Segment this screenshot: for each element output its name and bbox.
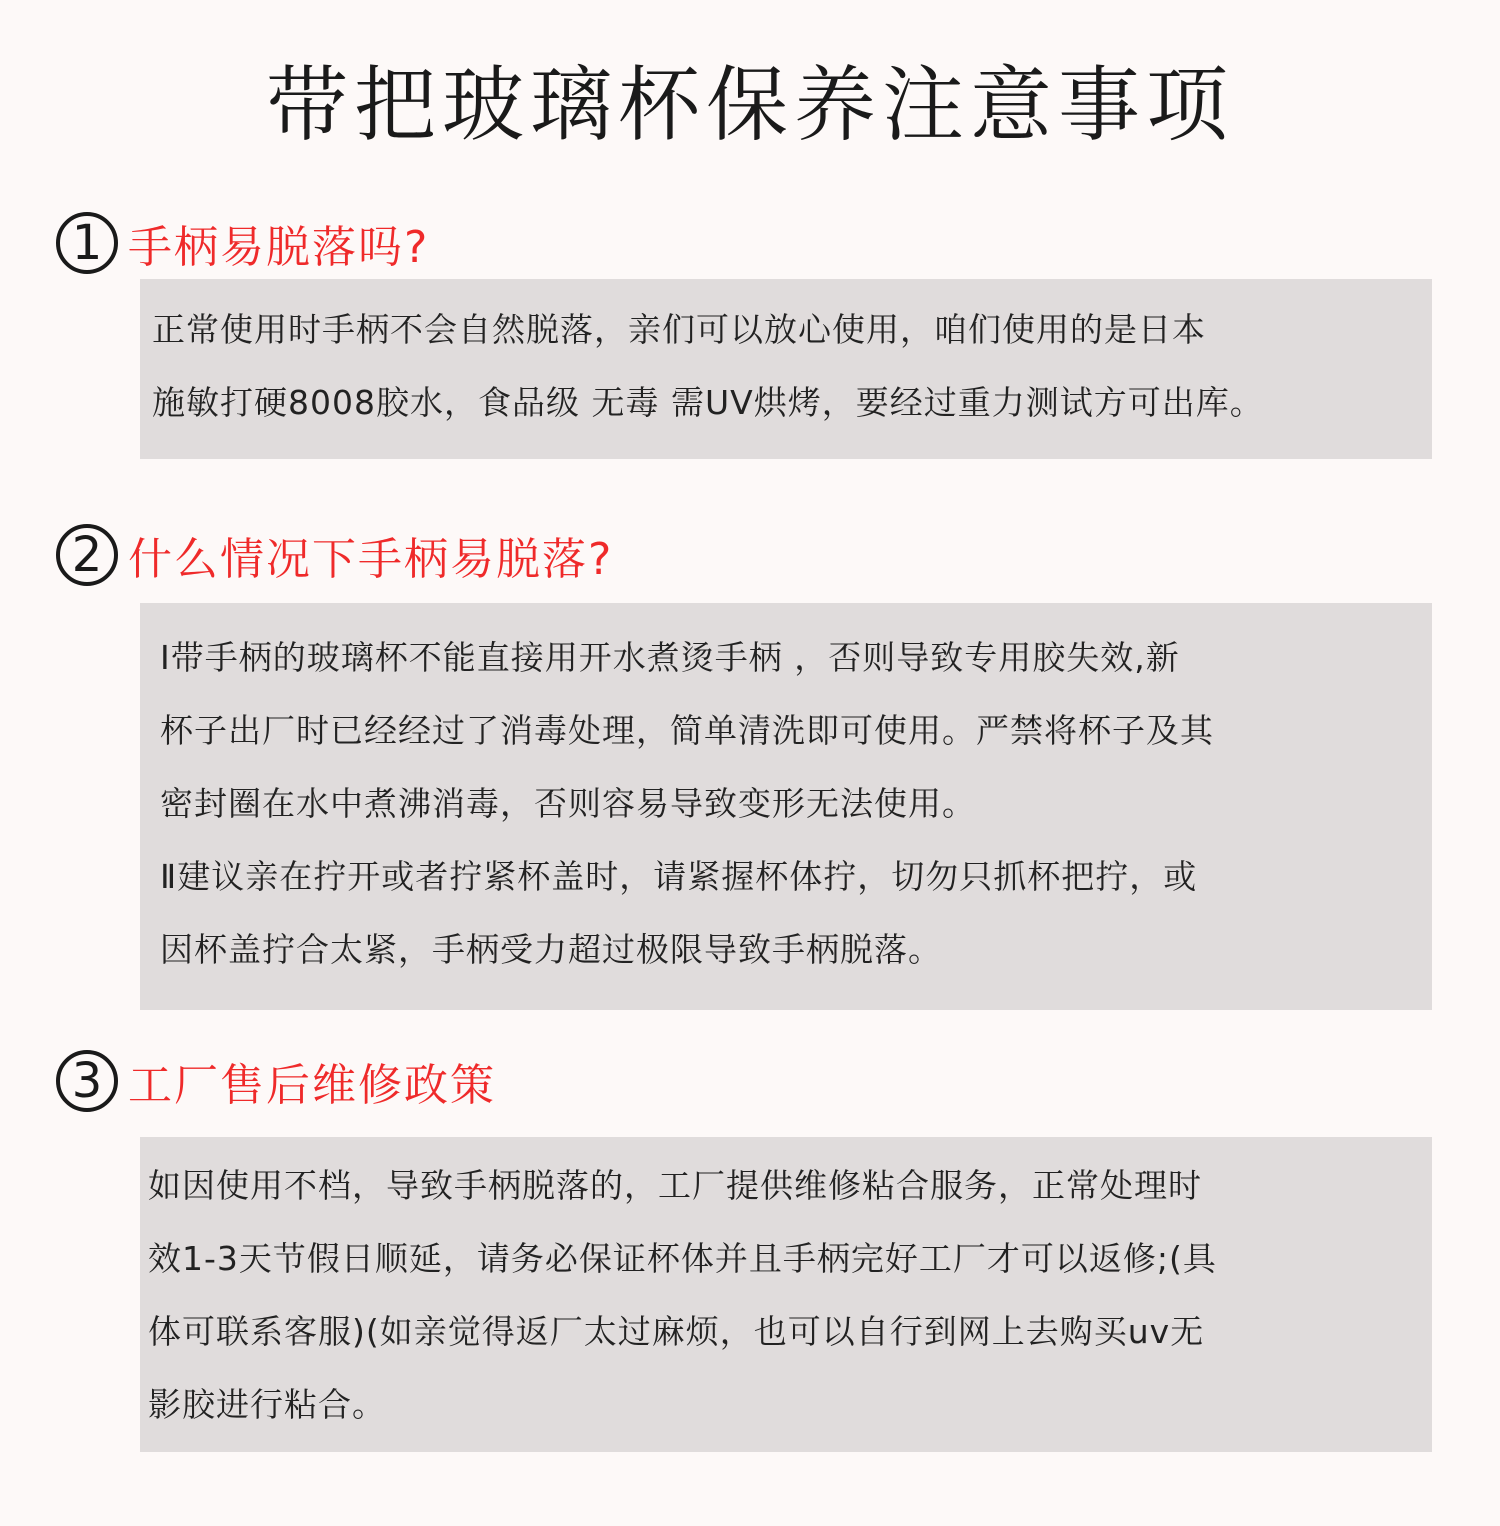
section-3-header	[56, 1043, 496, 1119]
section-3-line: 体可联系客服)(如亲觉得返厂太过麻烦，也可以自行到网上去购买uv无	[148, 1312, 1205, 1351]
section-1-line: 施敏打硬8008胶水，食品级 无毒 需UV烘烤，要经过重力测试方可出库。	[152, 383, 1264, 422]
section-2-line: 杯子出厂时已经经过了消毒处理，简单清洗即可使用。严禁将杯子及其	[160, 711, 1214, 750]
section-1-content	[140, 279, 1432, 459]
circle-number-3-icon: 3	[56, 1050, 118, 1112]
section-3-line: 影胶进行粘合。	[148, 1385, 386, 1424]
circle-number-2-icon: 2	[56, 524, 118, 586]
page-title: 带把玻璃杯保养注意事项	[265, 58, 1234, 153]
section-2-header	[56, 517, 613, 593]
section-3-line: 如因使用不档，导致手柄脱落的，工厂提供维修粘合服务，正常处理时	[148, 1166, 1202, 1205]
section-3-heading: 工厂售后维修政策	[128, 1060, 496, 1111]
section-2-line: Ⅰ带手柄的玻璃杯不能直接用开水煮烫手柄 ，否则导致专用胶失效,新	[160, 638, 1180, 677]
section-1-header	[56, 205, 429, 281]
section-2-line: 密封圈在水中煮沸消毒，否则容易导致变形无法使用。	[160, 784, 976, 823]
section-1-heading: 手柄易脱落吗?	[128, 222, 430, 273]
section-1-line: 正常使用时手柄不会自然脱落，亲们可以放心使用，咱们使用的是日本	[152, 310, 1206, 349]
section-2-content	[140, 603, 1432, 1010]
section-2-line: Ⅱ建议亲在拧开或者拧紧杯盖时，请紧握杯体拧，切勿只抓杯把拧，或	[160, 857, 1198, 896]
section-2-heading: 什么情况下手柄易脱落?	[128, 534, 614, 585]
section-3-line: 效1-3天节假日顺延，请务必保证杯体并且手柄完好工厂才可以返修;(具	[148, 1239, 1217, 1278]
circle-number-1-icon: 1	[56, 212, 118, 274]
section-3-content	[140, 1137, 1432, 1452]
section-2-line: 因杯盖拧合太紧，手柄受力超过极限导致手柄脱落。	[160, 930, 942, 969]
